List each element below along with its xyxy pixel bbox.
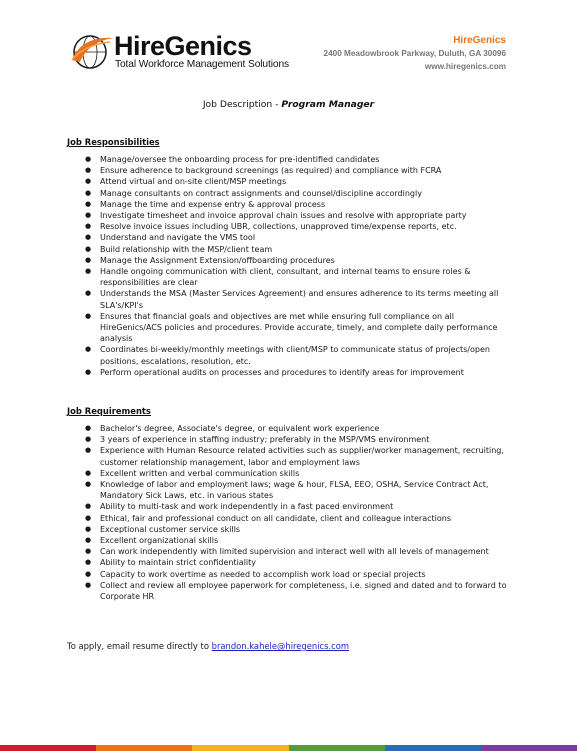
list-item-text: Build relationship with the MSP/client team — [100, 244, 273, 254]
bullet-icon: ● — [85, 536, 92, 545]
list-item — [82, 344, 512, 366]
list-item — [82, 244, 512, 255]
bullet-icon: ● — [85, 558, 92, 567]
list-item — [82, 188, 512, 199]
responsibilities-heading: Job Responsibilities — [67, 137, 160, 147]
bullet-icon: ● — [85, 569, 92, 578]
footer-color-segment — [192, 745, 288, 751]
bullet-icon: ● — [85, 435, 92, 444]
bullet-icon: ● — [85, 199, 92, 208]
list-item — [82, 367, 512, 378]
list-item — [82, 199, 512, 210]
list-item-text: Ensure adherence to background screenings (as required) and compliance with FCRA — [100, 166, 442, 176]
list-item-text: Manage the Assignment Extension/offboarding procedures — [100, 255, 335, 265]
bullet-icon: ● — [85, 502, 92, 511]
list-item — [82, 546, 512, 557]
list-item — [82, 569, 512, 580]
list-item — [82, 468, 512, 479]
company-logo — [70, 30, 290, 74]
bullet-icon: ● — [85, 580, 92, 589]
list-item — [82, 221, 512, 232]
requirements-list — [82, 423, 512, 602]
bullet-icon: ● — [85, 513, 92, 522]
company-contact — [324, 34, 506, 73]
list-item-text: Knowledge of labor and employment laws; wage & hour, FLSA, EEO, OSHA, Service Contract Act, Mandatory Sick Laws, etc. in various states — [100, 480, 489, 501]
list-item-text: Ability to multi-task and work independently in a fast paced environment — [100, 502, 394, 512]
list-item-text: Coordinates bi-weekly/monthly meetings with client/MSP to communicate status of projects/open positions, escalations, resolution, etc. — [100, 345, 490, 366]
bullet-icon: ● — [85, 345, 92, 354]
apply-instructions — [67, 641, 349, 651]
list-item — [82, 266, 512, 288]
logo-tagline: Total Workforce Management Solutions — [115, 59, 290, 70]
logo-swoosh-icon — [70, 30, 116, 74]
list-item — [82, 165, 512, 176]
list-item — [82, 232, 512, 243]
list-item-text: Experience with Human Resource related activities such as supplier/worker management, recruiting, customer relationship management, labor and employment laws — [100, 446, 504, 467]
bullet-icon: ● — [85, 222, 92, 231]
list-item-text: Ethical, fair and professional conduct on all candidate, client and colleague interactions — [100, 513, 451, 523]
list-item-text: Excellent organizational skills — [100, 536, 219, 546]
page-title — [0, 99, 577, 110]
bullet-icon: ● — [85, 424, 92, 432]
list-item-text: Bachelor's degree, Associate's degree, or equivalent work experience — [100, 424, 380, 433]
list-item-text: Handle ongoing communication with client, consultant, and internal teams to ensure roles & responsibilities are clear — [100, 267, 471, 288]
list-item — [82, 524, 512, 535]
bullet-icon: ● — [85, 547, 92, 556]
apply-email-link[interactable]: brandon.kahele@hiregenics.com — [211, 641, 350, 651]
footer-color-segment — [96, 745, 192, 751]
list-item-text: Understands the MSA (Master Services Agreement) and ensures adherence to its terms meeting all SLA's/KPI's — [100, 289, 499, 310]
bullet-icon: ● — [85, 524, 92, 533]
list-item-text: Attend virtual and on-site client/MSP meetings — [100, 177, 287, 187]
list-item — [82, 255, 512, 266]
bullet-icon: ● — [85, 468, 92, 477]
list-item-text: Manage the time and expense entry & approval process — [100, 199, 326, 209]
list-item-text: Resolve invoice issues including UBR, collections, unapproved time/expense reports, etc. — [100, 222, 457, 232]
bullet-icon: ● — [85, 289, 92, 298]
title-role: Program Manager — [281, 99, 375, 110]
list-item — [82, 434, 512, 445]
list-item — [82, 513, 512, 524]
list-item-text: Ensures that financial goals and objectives are met while ensuring full compliance on all HireGenics/ACS policies and procedures. Provide accurate, timely, and complete daily performance analysis — [100, 311, 498, 344]
bullet-icon: ● — [85, 446, 92, 455]
bullet-icon: ● — [85, 211, 92, 220]
list-item — [82, 479, 512, 501]
list-item — [82, 210, 512, 221]
list-item — [82, 154, 512, 165]
bullet-icon: ● — [85, 166, 92, 175]
list-item-text: Capacity to work overtime as needed to accomplish work load or special projects — [100, 569, 426, 579]
list-item — [82, 501, 512, 512]
list-item-text: Investigate timesheet and invoice approval chain issues and resolve with appropriate party — [100, 211, 467, 221]
bullet-icon: ● — [85, 155, 92, 163]
bullet-icon: ● — [85, 255, 92, 264]
list-item — [82, 535, 512, 546]
list-item — [82, 423, 512, 434]
list-item-text: Manage consultants on contract assignments and counsel/discipline accordingly — [100, 188, 422, 198]
company-address: 2400 Meadowbrook Parkway, Duluth, GA 30096 — [323, 49, 506, 58]
list-item-text: Can work independently with limited supervision and interact well with all levels of management — [100, 547, 489, 557]
bullet-icon: ● — [85, 367, 92, 376]
list-item — [82, 580, 512, 602]
footer-color-band — [0, 745, 577, 751]
footer-color-segment — [481, 745, 577, 751]
footer-color-segment — [385, 745, 481, 751]
list-item-text: Exceptional customer service skills — [100, 524, 241, 534]
list-item — [82, 288, 512, 310]
list-item-text: Excellent written and verbal communication skills — [100, 468, 300, 478]
footer-color-segment — [289, 745, 385, 751]
bullet-icon: ● — [85, 188, 92, 197]
list-item — [82, 311, 512, 345]
footer-color-segment — [0, 745, 96, 751]
requirements-heading: Job Requirements — [67, 406, 151, 416]
company-name: HireGenics — [453, 35, 506, 46]
list-item — [82, 557, 512, 568]
apply-text: To apply, email resume directly to — [67, 641, 212, 651]
list-item-text: Perform operational audits on processes and procedures to identify areas for improvement — [100, 367, 464, 377]
bullet-icon: ● — [85, 267, 92, 276]
list-item — [82, 176, 512, 187]
bullet-icon: ● — [85, 233, 92, 242]
bullet-icon: ● — [85, 177, 92, 186]
list-item-text: Ability to maintain strict confidentiality — [100, 558, 257, 568]
title-prefix: Job Description - — [202, 99, 282, 110]
list-item-text: 3 years of experience in staffing industry; preferably in the MSP/VMS environment — [100, 435, 430, 445]
bullet-icon: ● — [85, 244, 92, 253]
logo-wordmark: HireGenics — [114, 31, 252, 61]
bullet-icon: ● — [85, 480, 92, 489]
list-item — [82, 445, 512, 467]
list-item-text: Manage/oversee the onboarding process for pre-identified candidates — [100, 155, 380, 164]
list-item-text: Understand and navigate the VMS tool — [100, 233, 256, 243]
company-website: www.hiregenics.com — [424, 62, 506, 71]
bullet-icon: ● — [85, 311, 92, 320]
list-item-text: Collect and review all employee paperwork for completeness, i.e. signed and dated and to forward to Corporate HR — [100, 580, 507, 602]
responsibilities-list — [82, 154, 512, 378]
